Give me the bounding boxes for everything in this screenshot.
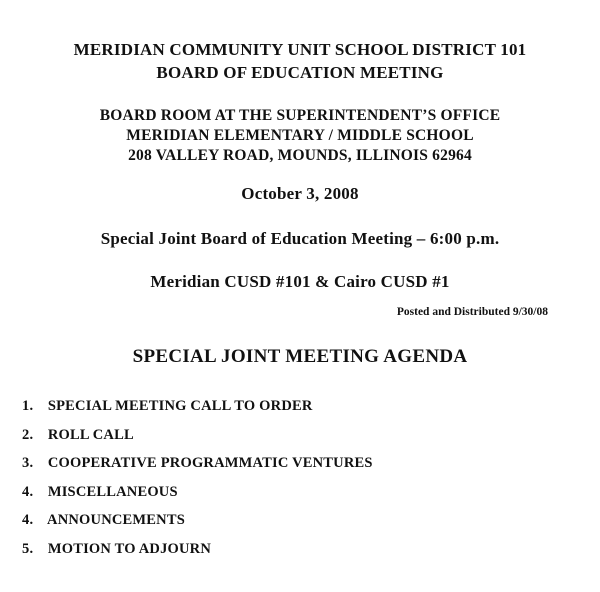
agenda-item-number: 2.: [22, 426, 34, 443]
agenda-item-number: 1.: [22, 398, 34, 414]
agenda-item: [22, 539, 373, 568]
agenda-item-number: 4.: [22, 512, 34, 529]
agenda-item-number: 5.: [22, 540, 34, 557]
agenda-item-label: ROLL CALL: [47, 426, 134, 443]
agenda-item-number: 4.: [22, 483, 34, 500]
location-address: 208 VALLEY ROAD, MOUNDS, ILLINOIS 62964: [128, 147, 472, 164]
agenda-item: [22, 453, 373, 482]
meeting-type: BOARD OF EDUCATION MEETING: [156, 63, 444, 82]
meeting-title: Special Joint Board of Education Meeting – 6:00 p.m.: [100, 229, 500, 248]
meeting-participants: Meridian CUSD #101 & Cairo CUSD #1: [150, 272, 450, 291]
agenda-item-label: ANNOUNCEMENTS: [47, 512, 185, 529]
agenda-item-label: MISCELLANEOUS: [47, 483, 178, 500]
district-name: MERIDIAN COMMUNITY UNIT SCHOOL DISTRICT 101: [73, 40, 527, 59]
meeting-date: October 3, 2008: [241, 184, 359, 203]
agenda-item: [22, 482, 373, 511]
location-school: MERIDIAN ELEMENTARY / MIDDLE SCHOOL: [126, 127, 474, 144]
agenda-title: SPECIAL JOINT MEETING AGENDA: [132, 346, 468, 367]
agenda-item-number: 3.: [22, 455, 34, 472]
agenda-item-label: MOTION TO ADJOURN: [47, 540, 212, 557]
agenda-item: [22, 510, 373, 539]
agenda-item-label: SPECIAL MEETING CALL TO ORDER: [47, 398, 313, 414]
posted-notice: Posted and Distributed 9/30/08: [396, 306, 548, 318]
location-room: BOARD ROOM AT THE SUPERINTENDENT’S OFFICE: [99, 107, 501, 124]
agenda-item: [22, 396, 373, 425]
agenda-item: [22, 425, 373, 454]
agenda-item-label: COOPERATIVE PROGRAMMATIC VENTURES: [47, 455, 373, 472]
agenda-list: [22, 396, 373, 568]
